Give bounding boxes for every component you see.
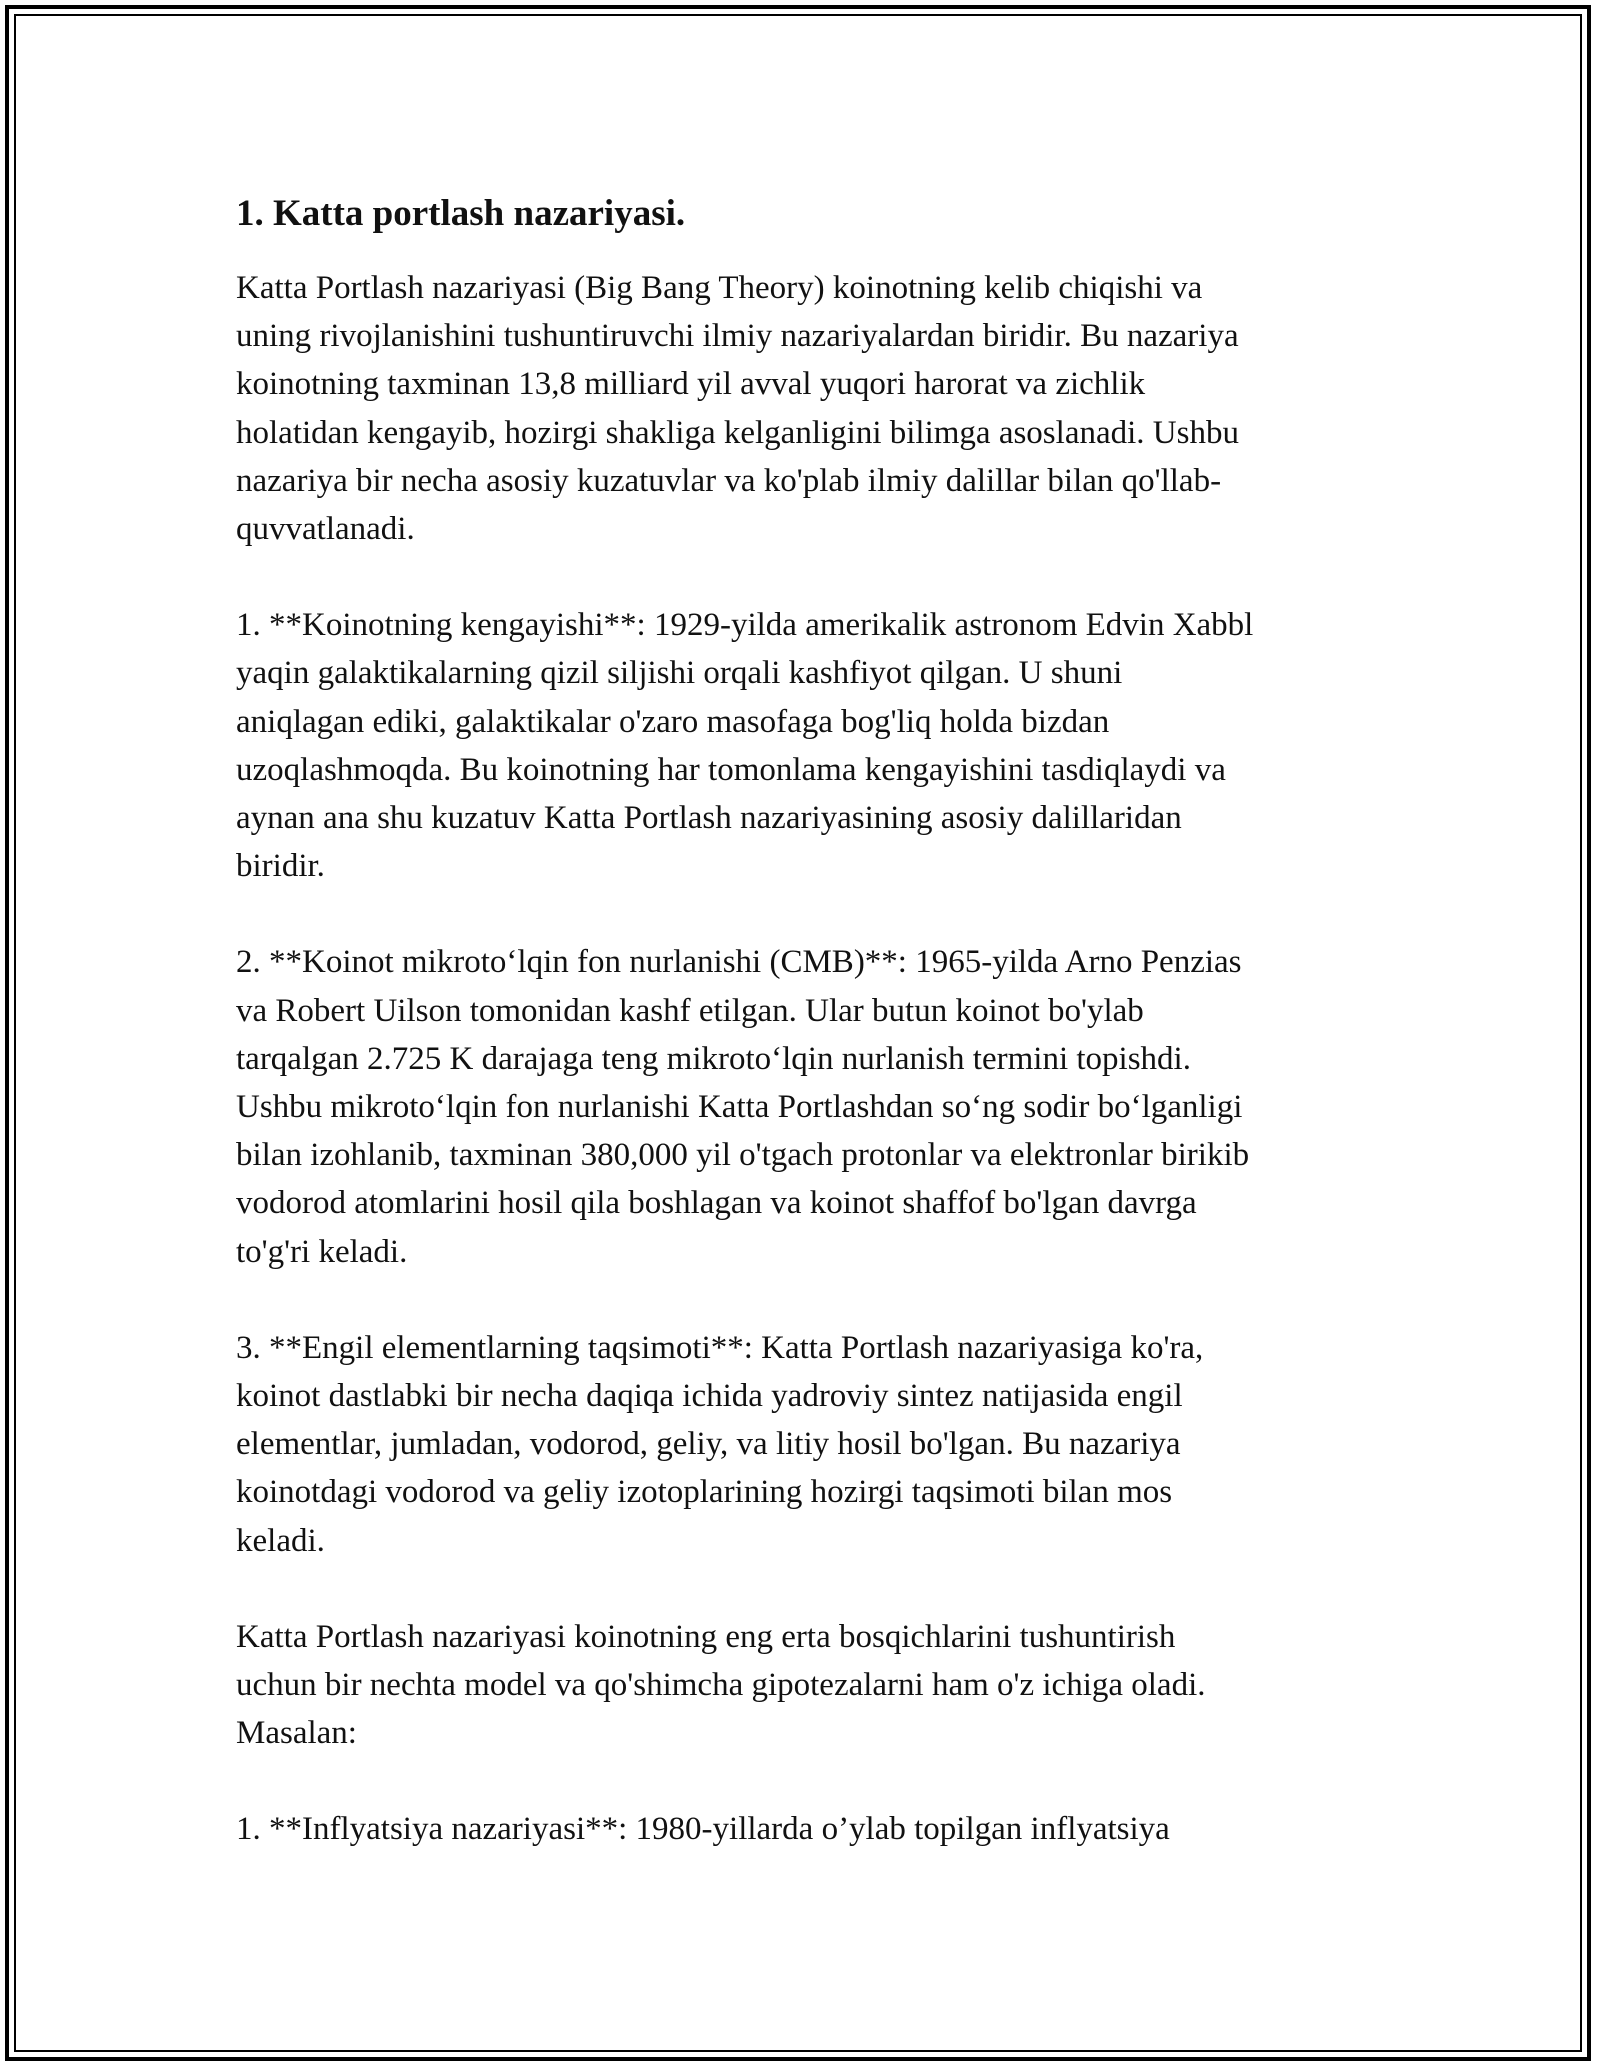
text-line: aniqlagan ediki, galaktikalar o'zaro masofaga bog'liq holda bizdan [236,703,1110,740]
document-body [236,264,1376,1854]
text-line: Ushbu mikroto‘lqin fon nurlanishi Katta Portlashdan so‘ng sodir bo‘lganligi [236,1089,1243,1126]
document-page [236,188,1376,1902]
text-line: to'g'ri keladi. [236,1233,408,1270]
text-line: uzoqlashmoqda. Bu koinotning har tomonlama kengayishini tasdiqlaydi va [236,751,1226,788]
text-line: tarqalgan 2.725 K darajaga teng mikroto‘lqin nurlanish termini topishdi. [236,1040,1191,1077]
text-line: koinotning taxminan 13,8 milliard yil avval yuqori harorat va zichlik [236,366,1146,403]
document-title: 1. Katta portlash nazariyasi. [236,193,686,234]
text-line: aynan ana shu kuzatuv Katta Portlash nazariyasining asosiy dalillaridan [236,800,1182,837]
body-paragraph [236,1805,1376,1853]
text-line: biridir. [236,848,325,885]
text-line: koinot dastlabki bir necha daqiqa ichida yadroviy sintez natijasida engil [236,1378,1183,1415]
text-line: nazariya bir necha asosiy kuzatuvlar va ko'plab ilmiy dalillar bilan qo'llab- [236,462,1222,499]
body-paragraph [236,264,1376,553]
text-line: Masalan: [236,1715,357,1752]
text-line: 3. **Engil elementlarning taqsimoti**: Katta Portlash nazariyasiga ko'ra, [236,1329,1204,1366]
text-line: vodorod atomlarini hosil qila boshlagan va koinot shaffof bo'lgan davrga [236,1185,1197,1222]
text-line: Katta Portlash nazariyasi koinotning eng erta bosqichlarini tushuntirish [236,1618,1176,1655]
text-line: va Robert Uilson tomonidan kashf etilgan. Ular butun koinot bo'ylab [236,992,1144,1029]
text-line: uning rivojlanishini tushuntiruvchi ilmiy nazariyalardan biridir. Bu nazariya [236,318,1239,355]
body-paragraph [236,601,1376,890]
text-line: 2. **Koinot mikroto‘lqin fon nurlanishi (CMB)**: 1965-yilda Arno Penzias [236,944,1242,981]
text-line: Katta Portlash nazariyasi (Big Bang Theory) koinotning kelib chiqishi va [236,270,1203,306]
text-line: 1. **Koinotning kengayishi**: 1929-yilda amerikalik astronom Edvin Xabbl [236,607,1254,644]
text-line: bilan izohlanib, taxminan 380,000 yil o'tgach protonlar va elektronlar birikib [236,1137,1250,1174]
text-line: holatidan kengayib, hozirgi shakliga kelganligini bilimga asoslanadi. Ushbu [236,414,1239,451]
text-line: quvvatlanadi. [236,511,415,548]
text-line: elementlar, jumladan, vodorod, geliy, va litiy hosil bo'lgan. Bu nazariya [236,1426,1181,1463]
body-paragraph [236,1613,1376,1758]
text-line: uchun bir nechta model va qo'shimcha gipotezalarni ham o'z ichiga oladi. [236,1667,1206,1704]
body-paragraph [236,1324,1376,1565]
text-line: yaqin galaktikalarning qizil siljishi orqali kashfiyot qilgan. U shuni [236,655,1123,692]
text-line: koinotdagi vodorod va geliy izotoplarining hozirgi taqsimoti bilan mos [236,1474,1173,1511]
body-paragraph [236,938,1376,1275]
text-line: 1. **Inflyatsiya nazariyasi**: 1980-yillarda o’ylab topilgan inflyatsiya [236,1811,1170,1848]
text-line: keladi. [236,1522,325,1559]
